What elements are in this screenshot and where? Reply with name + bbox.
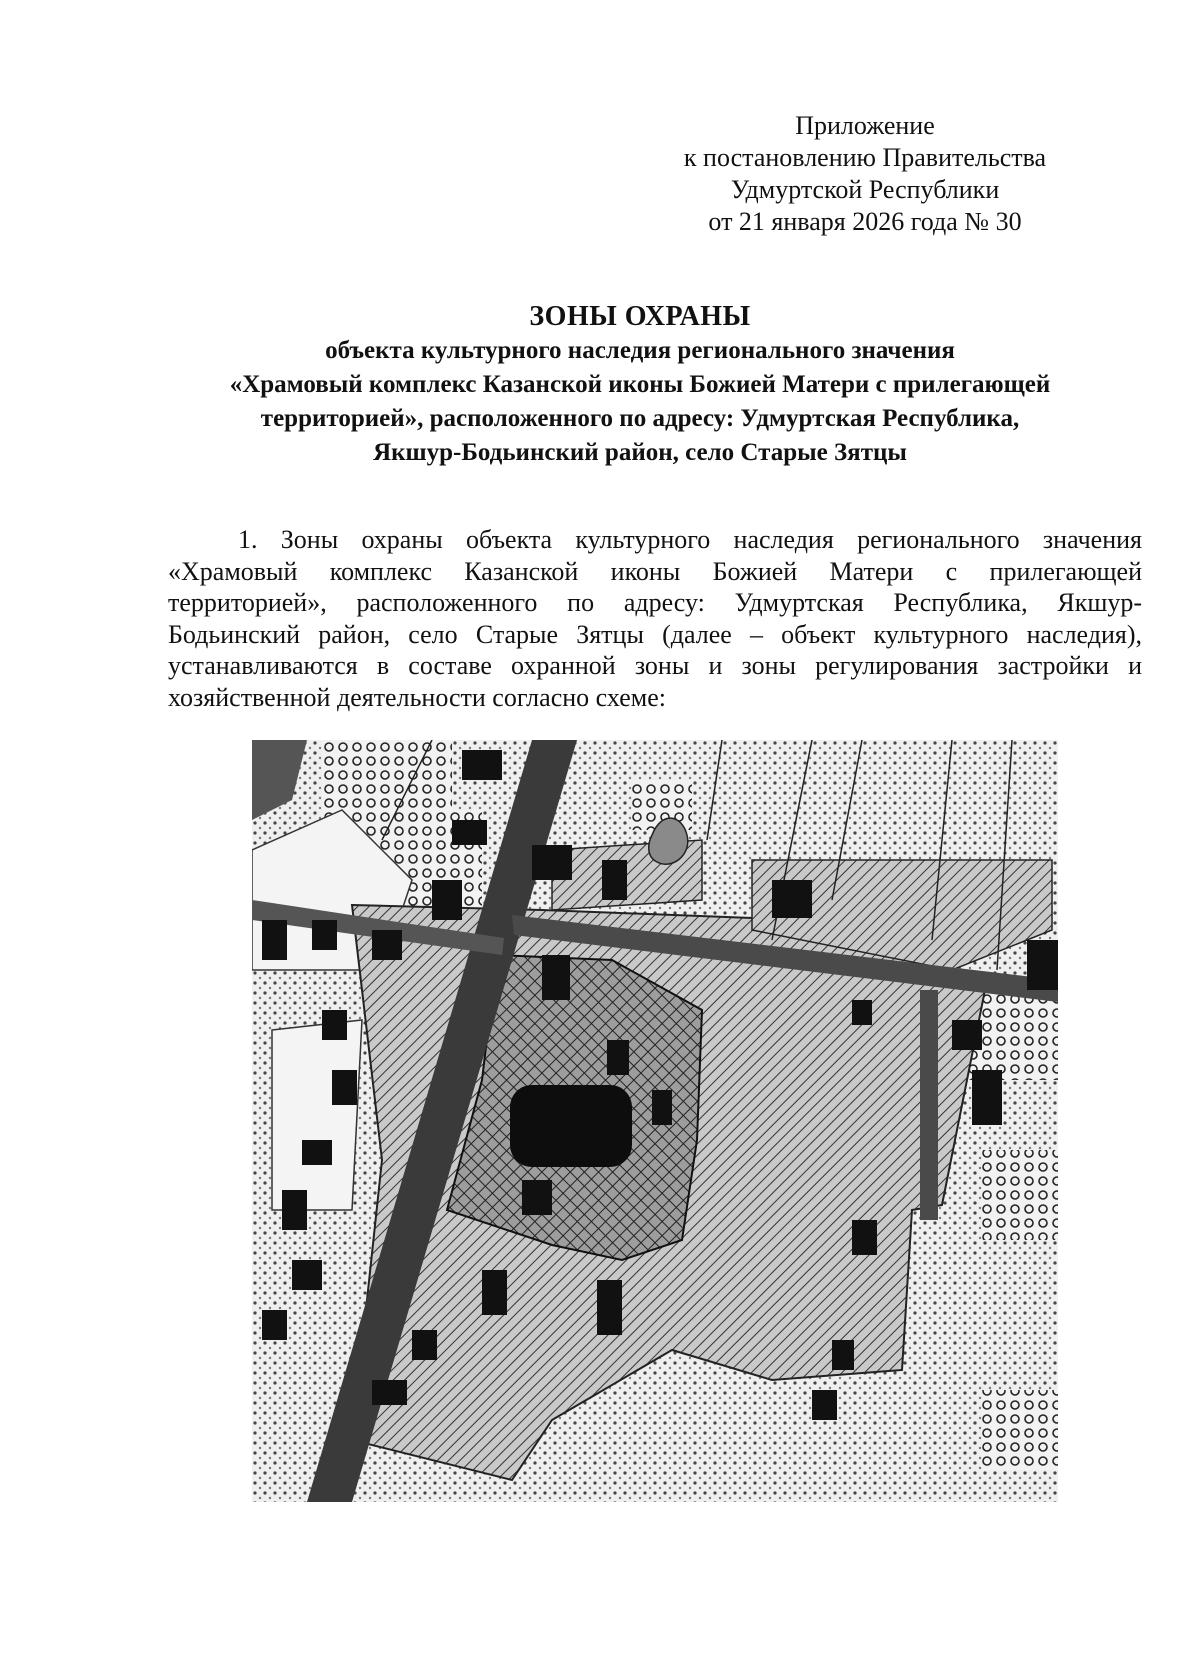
building bbox=[462, 750, 502, 780]
paragraph-line: хозяйственной деятельности согласно схеме: bbox=[168, 682, 666, 712]
building bbox=[372, 930, 402, 960]
protection-zones-map bbox=[252, 740, 1058, 1502]
title-subtitle-line: «Храмовый комплекс Казанской иконы Божией Матери с прилегающей bbox=[229, 371, 1051, 398]
building bbox=[262, 920, 287, 960]
temple-building bbox=[510, 1085, 632, 1167]
building bbox=[482, 1270, 507, 1315]
building bbox=[282, 1190, 307, 1230]
appendix-label: Приложение bbox=[795, 111, 935, 140]
title-subtitle-line: объекта культурного наследия регионального значения bbox=[325, 337, 955, 364]
building bbox=[522, 1180, 552, 1215]
paragraph-line: 1. Зоны охраны объекта культурного наследия регионального значения bbox=[238, 525, 1142, 554]
paragraph-line: Бодьинский район, село Старые Зятцы (далее – объект культурного наследия), bbox=[168, 619, 1142, 649]
road-side bbox=[920, 990, 938, 1220]
building bbox=[532, 845, 572, 880]
building bbox=[652, 1090, 672, 1125]
building bbox=[607, 1040, 629, 1075]
building bbox=[602, 860, 627, 900]
building bbox=[832, 1340, 854, 1370]
title-subtitle-line: Якшур-Бодьинский район, село Старые Зятцы bbox=[373, 439, 907, 466]
building bbox=[432, 880, 462, 920]
appendix-resolution: к постановлению Правительства bbox=[683, 143, 1047, 172]
appendix-republic: Удмуртской Республики bbox=[730, 175, 1000, 204]
building bbox=[952, 1020, 982, 1050]
building bbox=[322, 1010, 347, 1040]
title-subtitle-line: территорией», расположенного по адресу: Удмуртская Республика, bbox=[260, 405, 1020, 432]
building bbox=[812, 1390, 837, 1420]
building bbox=[1027, 940, 1058, 990]
paragraph-line: устанавливаются в составе охранной зоны и зоны регулирования застройки и bbox=[168, 651, 1142, 680]
building bbox=[262, 1310, 287, 1340]
building bbox=[852, 1220, 877, 1255]
building bbox=[772, 880, 812, 918]
building bbox=[852, 1000, 872, 1025]
building bbox=[542, 955, 570, 1000]
building bbox=[302, 1140, 332, 1165]
green-area bbox=[982, 1150, 1058, 1240]
building bbox=[292, 1260, 322, 1290]
document-title bbox=[160, 300, 1120, 470]
appendix-date-number: от 21 января 2026 года № 30 bbox=[708, 207, 1022, 236]
paragraph-1 bbox=[168, 524, 1142, 713]
building bbox=[372, 1380, 407, 1405]
building bbox=[972, 1070, 1002, 1125]
title-main: ЗОНЫ ОХРАНЫ bbox=[529, 301, 751, 332]
paragraph-line: «Храмовый комплекс Казанской иконы Божией Матери с прилегающей bbox=[168, 556, 1142, 586]
map-scheme bbox=[252, 740, 1058, 1502]
building bbox=[312, 920, 337, 950]
building bbox=[597, 1280, 622, 1335]
building bbox=[412, 1330, 437, 1360]
building bbox=[332, 1070, 357, 1105]
building bbox=[452, 820, 487, 845]
green-area bbox=[982, 1390, 1058, 1470]
appendix-header bbox=[620, 110, 1110, 238]
land-plot bbox=[272, 1020, 362, 1210]
paragraph-line: территорией», расположенного по адресу: Удмуртская Республика, Якшур- bbox=[168, 588, 1142, 617]
